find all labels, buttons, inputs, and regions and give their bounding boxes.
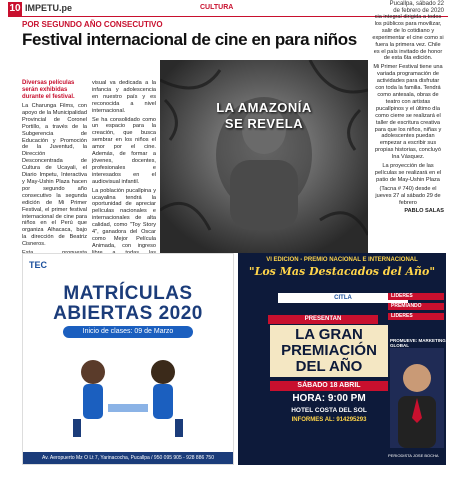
article-lead: Diversas películas serán exhibidas durante el festival.: [22, 80, 75, 100]
award-bullet: LIDERES: [388, 313, 444, 320]
paragraph: La población pucallpina y ucayalina tendrá la oportunidad de apreciar películas nacionales e internacionales de alta calidad, como "Toy Story 4", ganadora del Oscar como Mejor Película Animada, con ingreso: [92, 187, 156, 249]
page-number: 10: [9, 3, 21, 14]
award-time: HORA: 9:00 PM: [292, 393, 366, 404]
award-presenta: PRESENTAN: [268, 315, 378, 324]
presenter-photo: [390, 348, 444, 448]
award-ad[interactable]: [238, 253, 446, 465]
school-title-line-1: MATRÍCULAS: [63, 283, 193, 304]
school-title-line-2: ABIERTAS 2020: [53, 303, 203, 324]
award-title: [270, 325, 388, 377]
award-title-line-2: PREMIACIÓN: [281, 342, 377, 359]
award-bullet: LIDERES: [388, 293, 444, 300]
school-logo: TEC: [29, 260, 47, 270]
photo-illustration: [160, 60, 368, 253]
date-line-1: Pucallpa, sábado 22: [389, 1, 444, 7]
photo-title-line-1: LA AMAZONÍA: [216, 100, 312, 115]
article-column-3: [372, 14, 444, 217]
section-label[interactable]: CULTURA: [200, 4, 234, 11]
paragraph: (Tacna # 740) desde el jueves 27 al sábado 29 de febrero: [375, 185, 441, 206]
byline: PABLO SALAS: [404, 208, 444, 215]
award-contact: INFORMES AL: 914295293: [291, 417, 367, 423]
paragraph: visual va dedicada a la infancia y adolescencia en nuestro país y es reconocida a nivel internacional.: [92, 80, 156, 114]
paragraph: La proyección de las películas se realizará en el patio de May-Ushin Plaza: [374, 163, 442, 183]
date-line-2: de febrero de 2020: [393, 8, 444, 14]
article-column-2: [92, 80, 156, 272]
award-edition: VI EDICION - PREMIO NACIONAL E INTERNACIONAL: [266, 257, 418, 263]
paragraph: La Charunga Films, con apoyo de la Municipalidad Provincial de Coronel Portillo, a través de la Subgerencia de Educación y Promoción de la Juventud, la Dirección Desconcentrada de Cultura de Ucayali, el Diario Impetu, Interactiva y May-Ushin Plaza hacen por segundo año consecutivo la segunda edición de Mi Primer Festival, el primer festival internacional de cine para niños en el Perú que organiza Alhacaca, bajo la dirección de Beatriz Cisneros.: [22, 103, 87, 248]
school-ad-title: [23, 284, 233, 324]
award-venue: HOTEL COSTA DEL SOL: [291, 407, 367, 414]
award-promoter: PROMUEVE: MARKETING GLOBAL: [390, 338, 446, 348]
classes-start-pill: Inicio de clases: 09 de Marzo: [63, 326, 193, 338]
school-ad-footer: Av. Aeropuerto Mz O Lt 7, Yarinacocha, Pucallpa / 950 095 905 - 928 886 750: [23, 452, 233, 464]
photo-title-line-2: SE REVELA: [224, 116, 304, 131]
paragraph: Mi Primer Festival tiene una variada programación de actividades para disfrutar con toda la familia. Tendrá como antesala, obras de teatro con artistas pucallpinos y el último día como cierre se realizará el taller de escritura creativa para que los niños, niñas y adolescentes puedan empezar a escribir sus propias historias, concluyó Ina Vásquez.: [373, 64, 443, 161]
award-slogan: "Los Mas Destacados del Año": [248, 265, 436, 278]
article-kicker: POR SEGUNDO AÑO CONSECUTIVO: [22, 20, 163, 29]
article-headline[interactable]: Festival internacional de cine en para niños: [22, 30, 357, 49]
students-illustration: [53, 344, 203, 444]
award-bullet: PREMIANDO: [388, 303, 444, 310]
article-column-1: [22, 80, 87, 266]
presenter-credit: PERIODISTA JOSE BOCHA: [388, 453, 439, 458]
school-ad[interactable]: [22, 253, 234, 465]
paragraph: Se ha consolidado como un espacio para la creación, que busca sembrar en los niños el amor por el cine. Además, de formar a jóvenes, docentes, profesionales e interesados en el audiovisual infantil.: [92, 116, 156, 185]
dateline: [390, 1, 444, 15]
paragraph: cia integral dirigida a todos los públicos para movilizar, salir de lo cotidiano y experimentar el cine como si fuera la primera vez. Chile es el país invitado de honor de esta 6ta edición.: [372, 14, 444, 62]
award-title-line-3: DEL AÑO: [295, 358, 363, 375]
sponsor-logos: CITLA: [278, 293, 408, 303]
brand-name[interactable]: IMPETU.pe: [25, 3, 73, 13]
article-photo[interactable]: [160, 60, 368, 253]
award-date: SÁBADO 18 ABRIL: [270, 381, 388, 391]
award-title-line-1: LA GRAN: [295, 326, 363, 343]
